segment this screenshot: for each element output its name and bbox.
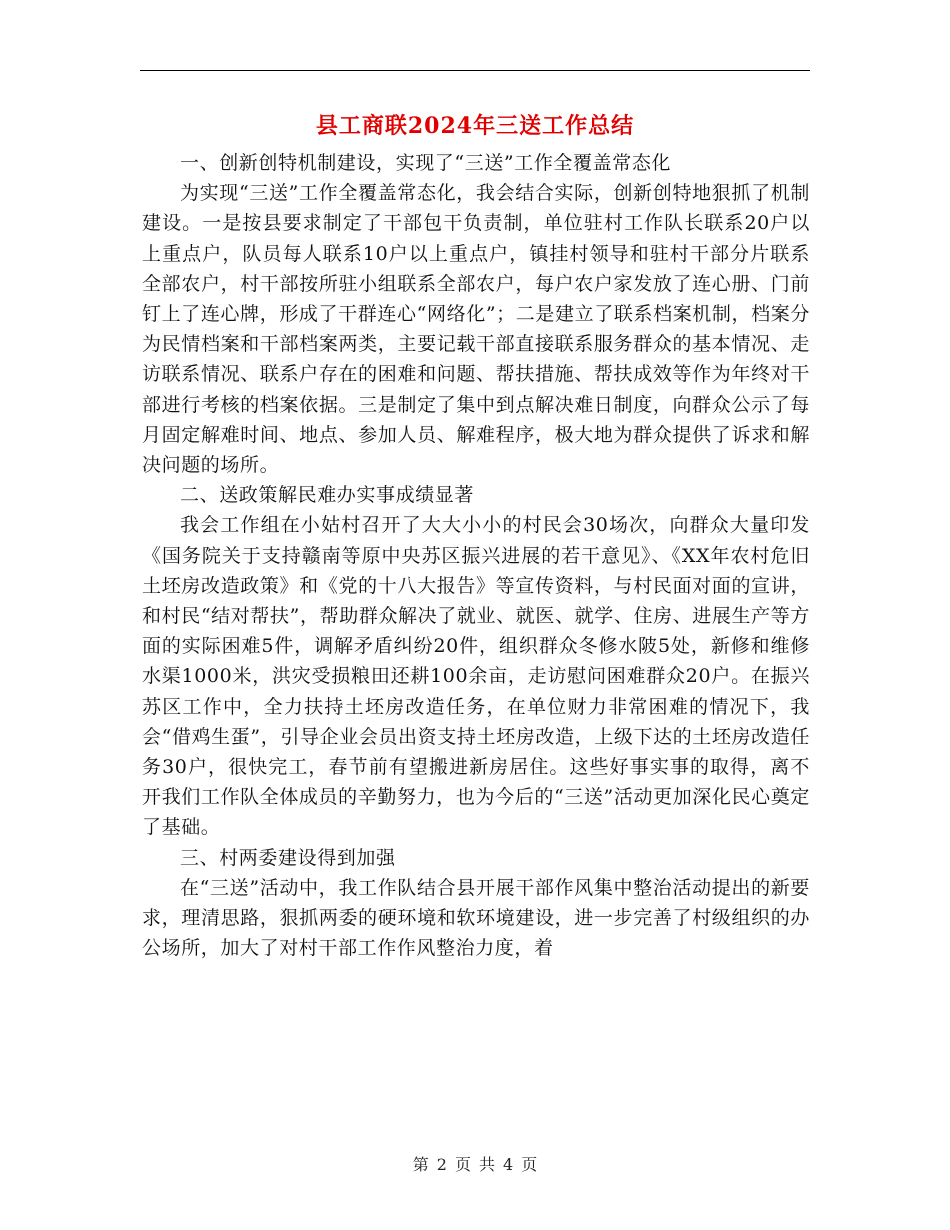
footer-total-pages: 4 bbox=[503, 1155, 514, 1174]
section-heading-1: 一、创新创特机制建设，实现了“三送”工作全覆盖常态化 bbox=[180, 152, 672, 174]
header-rule bbox=[140, 70, 810, 71]
footer-suffix: 页 bbox=[521, 1155, 538, 1174]
section-heading-3: 三、村两委建设得到加强 bbox=[180, 846, 396, 869]
footer-page-number: 2 bbox=[436, 1155, 447, 1174]
document-title: 县工商联2024年三送工作总结 bbox=[315, 113, 635, 139]
footer-page-word: 页 bbox=[454, 1155, 471, 1174]
section-heading-2: 二、送政策解民难办实事成绩显著 bbox=[180, 484, 475, 507]
page-footer bbox=[0, 1154, 950, 1176]
body-paragraph: 为实现“三送”工作全覆盖常态化，我会结合实际，创新创特地狠抓了机制建设。一是按县要求制定了干部包干负责制，单位驻村工作队长联系20户以上重点户，队员每人联系10户以上重点户，镇挂村领导和驻村干部分片联系全部农户，村干部按所驻小组联系全部农户，每户农户家发放了连心册、门前钉上了连心牌，形成了干群连心“网络化”；二是建立了联系档案机制，档案分为民情档案和干部档案两类，主要记载干部直接联系服务群众的基本情况、走访联系情况、联系户存在的困难和问题、帮扶措施、帮扶成效等作为年终对干部进行考核的档案依据。三是制定了集中到点解决难日制度，向群众公示了每月固定解难时间、地点、参加人员、解难程序，极大地为群众提供了诉求和解决问题的场所。 bbox=[142, 182, 810, 477]
body-paragraph: 我会工作组在小姑村召开了大大小小的村民会30场次，向群众大量印发《国务院关于支持赣南等原中央苏区振兴进展的若干意见》、《XX年农村危旧土坯房改造政策》和《党的十八大报告》等宣传资料，与村民面对面的宣讲，和村民“结对帮扶”，帮助群众解决了就业、就医、就学、住房、进展生产等方面的实际困难5件，调解矛盾纠纷20件，组织群众冬修水陂5处，新修和维修水渠1000米，洪灾受损粮田还耕100余亩，走访慰问困难群众20户。在振兴苏区工作中，全力扶持土坯房改造任务，在单位财力非常困难的情况下，我会“借鸡生蛋”，引导企业会员出资支持土坯房改造，上级下达的土坯房改造任务30户，很快完工，春节前有望搬进新房居住。这些好事实事的取得，离不开我们工作队全体成员的辛勤努力，也为今后的“三送”活动更加深化民心奠定了基础。 bbox=[142, 514, 810, 839]
body-paragraph: 在“三送”活动中，我工作队结合县开展干部作风集中整治活动提出的新要求，理清思路，狠抓两委的硬环境和软环境建设，进一步完善了村级组织的办公场所，加大了对村干部工作作风整治力度，着 bbox=[142, 876, 810, 960]
footer-total-word: 共 bbox=[479, 1155, 496, 1174]
footer-prefix: 第 bbox=[412, 1155, 429, 1174]
document-body bbox=[142, 148, 810, 963]
